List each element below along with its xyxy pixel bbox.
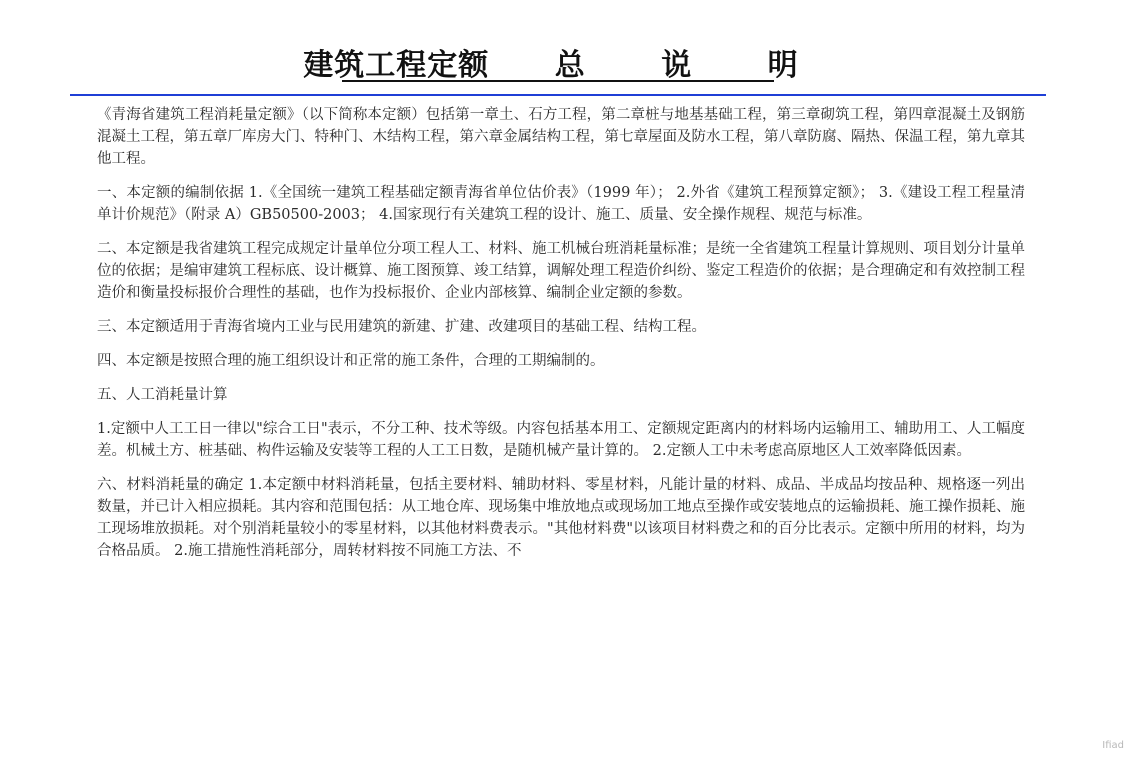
header-divider [70, 94, 1046, 96]
title-word-2: 说 [661, 48, 693, 83]
paragraph-scope: 三、本定额适用于青海省境内工业与民用建筑的新建、扩建、改建项目的基础工程、结构工程。 [97, 319, 706, 335]
watermark-text: Ifiad [1102, 740, 1124, 751]
paragraph-basis: 一、本定额的编制依据 1.《全国统一建筑工程基础定额青海省单位估价表》（1999 年）； 2.外省《建筑工程预算定额》； 3.《建设工程工程量清单计价规范》（附录 A）GB50500-2003； 4.国家现行有关建筑工程的设计、施工、质量、安全操作规程、规范与标准。 [97, 185, 1025, 223]
paragraph-intro: 《青海省建筑工程消耗量定额》（以下简称本定额）包括第一章土、石方工程，第二章桩与地基基础工程，第三章砌筑工程，第四章混凝土及钢筋混凝土工程，第五章厂库房大门、特种门、木结构工程，第六章金属结构工程，第七章屋面及防水工程，第八章防腐、隔热、保温工程，第九章其他工程。 [97, 107, 1025, 167]
title-main: 建筑工程定额 [303, 48, 490, 83]
paragraph-labor: 1.定额中人工工日一律以"综合工日"表示，不分工种、技术等级。内容包括基本用工、定额规定距离内的材料场内运输用工、辅助用工、人工幅度差。机械土方、桩基础、构件运输及安装等工程的人工工日数，是随机械产量计算的。 2.定额人工中未考虑高原地区人工效率降低因素。 [97, 421, 1025, 459]
paragraph-purpose: 二、本定额是我省建筑工程完成规定计量单位分项工程人工、材料、施工机械台班消耗量标准；是统一全省建筑工程量计算规则、项目划分计量单位的依据；是编审建筑工程标底、设计概算、施工图预算、竣工结算，调解处理工程造价纠纷、鉴定工程造价的依据；是合理确定和有效控制工程造价和衡量投标报价合理性的基础，也作为投标报价、企业内部核算、编制企业定额的参数。 [97, 241, 1025, 301]
paragraph-conditions: 四、本定额是按照合理的施工组织设计和正常的施工条件，合理的工期编制的。 [97, 353, 605, 369]
title-word-3: 明 [767, 48, 799, 83]
paragraph-labor-heading: 五、人工消耗量计算 [97, 387, 228, 403]
paragraph-materials: 六、材料消耗量的确定 1.本定额中材料消耗量，包括主要材料、辅助材料、零星材料，凡能计量的材料、成品、半成品均按品种、规格逐一列出数量，并已计入相应损耗。其内容和范围包括：从工地仓库、现场集中堆放地点或现场加工地点至操作或安装地点的运输损耗、施工操作损耗、施工现场堆放损耗。对个别消耗量较小的零星材料，以其他材料费表示。"其他材料费"以该项目材料费之和的百分比表示。定额中所用的材料，均为合格品质。 2.施工措施性消耗部分，周转材料按不同施工方法、不 [97, 477, 1025, 559]
title-word-1: 总 [554, 48, 586, 83]
document-body [97, 104, 1025, 574]
page-title [0, 40, 1134, 84]
title-underline [342, 80, 774, 82]
